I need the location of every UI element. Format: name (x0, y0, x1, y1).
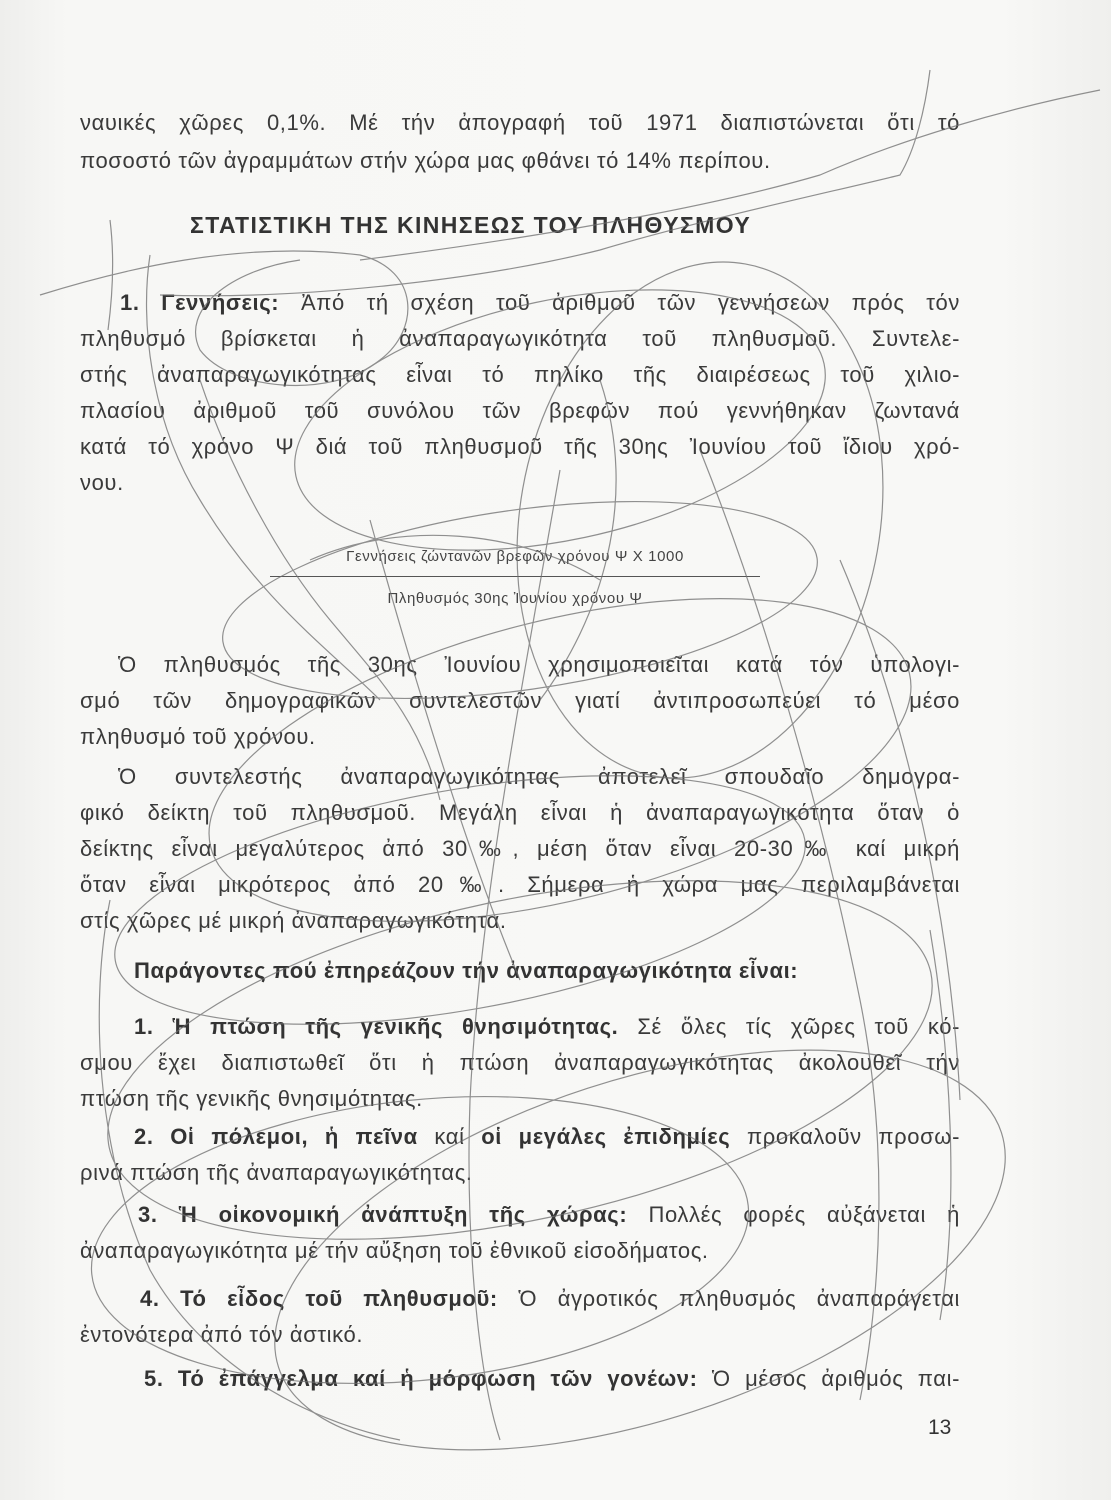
births-line-1-text: Ἀπό τή σχέση τοῦ ἀριθμοῦ τῶν γεννήσεων πρός τόν (279, 290, 960, 315)
factors-heading: Παράγοντες πού ἐπηρεάζουν τήν ἀναπαραγωγικότητα εἶναι: (134, 958, 799, 983)
factor-1-label: 1. Ἡ πτώση τῆς γενικῆς θνησιμότητας. (134, 1014, 619, 1039)
factor-2-mid: καί (417, 1124, 482, 1149)
factor-4-text: Ὁ ἀγροτικός πληθυσμός ἀναπαράγεται (497, 1286, 961, 1311)
fertility-line-2: φικό δείκτη τοῦ πληθυσμοῦ. Μεγάλη εἶναι ἡ ἀναπαραγωγικότητα ὅταν ὁ (80, 800, 960, 825)
population-line-2: σμό τῶν δημογραφικῶν συντελεστῶν γιατί ἀντιπροσωπεύει τό μέσο (80, 688, 960, 713)
factor-3-text: Πολλές φορές αὐξάνεται ἡ (627, 1202, 961, 1227)
intro-line-1: ναυικές χῶρες 0,1%. Μέ τήν ἀπογραφή τοῦ 1971 διαπιστώνεται ὅτι τό (80, 110, 960, 135)
factor-4-label: 4. Τό εἶδος τοῦ πληθυσμοῦ: (140, 1286, 498, 1311)
formula-denominator: Πληθυσμός 30ης Ἰουνίου χρόνου Ψ (387, 590, 643, 607)
factor-2-text: προκαλοῦν προσω- (730, 1124, 961, 1149)
factor-1-line-2: σμου ἔχει διαπιστωθεῖ ὅτι ἡ πτώση ἀναπαραγωγικότητας ἀκολουθεῖ τήν (80, 1050, 960, 1075)
fertility-line-4: ὅταν εἶναι μικρότερος ἀπό 20‰. Σήμερα ἡ χώρα μας περιλαμβάνεται (80, 872, 960, 897)
population-line-1: Ὁ πληθυσμός τῆς 30ης Ἰουνίου χρησιμοποιεῖται κατά τόν ὑπολογι- (118, 652, 960, 677)
factor-1-line-3: πτώση τῆς γενικῆς θνησιμότητας. (80, 1086, 423, 1111)
factor-2-label: 2. Οἱ πόλεμοι, ἡ πεῖνα (134, 1124, 418, 1149)
factor-3-line-2: ἀναπαραγωγικότητα μέ τήν αὔξηση τοῦ ἐθνικοῦ εἰσοδήματος. (80, 1238, 709, 1263)
factor-5-label: 5. Τό ἐπάγγελμα καί ἡ μόρφωση τῶν γονέων: (144, 1366, 698, 1391)
factor-1-text: Σέ ὅλες τίς χῶρες τοῦ κό- (618, 1014, 960, 1039)
factor-2-line-2: ρινά πτώση τῆς ἀναπαραγωγικότητας. (80, 1160, 473, 1185)
section-heading: ΣΤΑΤΙΣΤΙΚΗ ΤΗΣ ΚΙΝΗΣΕΩΣ ΤΟΥ ΠΛΗΘΥΣΜΟΥ (190, 212, 752, 238)
births-line-6: νου. (80, 470, 124, 495)
births-line-2: πληθυσμό βρίσκεται ἡ ἀναπαραγωγικότητα τοῦ πληθυσμοῦ. Συντελε- (80, 326, 960, 351)
factor-4-line-2: ἐντονότερα ἀπό τόν ἀστικό. (80, 1322, 364, 1347)
page-number: 13 (928, 1416, 952, 1439)
intro-line-2: ποσοστό τῶν ἀγραμμάτων στήν χώρα μας φθάνει τό 14% περίπου. (80, 148, 771, 173)
births-line-3: στής ἀναπαραγωγικότητας εἶναι τό πηλίκο τῆς διαιρέσεως τοῦ χιλιο- (80, 362, 960, 387)
fertility-line-3: δείκτης εἶναι μεγαλύτερος ἀπό 30‰, μέση ὅταν εἶναι 20-30‰ καί μικρή (80, 836, 960, 861)
factor-5-text: Ὁ μέσος ἀριθμός παι- (697, 1366, 961, 1391)
formula-numerator: Γεννήσεις ζώντανῶν βρεφῶν χρόνου Ψ Χ 1000 (346, 548, 684, 565)
fertility-line-5: στίς χῶρες μέ μικρή ἀναπαραγωγικότητα. (80, 908, 507, 933)
population-line-3: πληθυσμό τοῦ χρόνου. (80, 724, 316, 749)
fertility-line-1: Ὁ συντελεστής ἀναπαραγωγικότητας ἀποτελεῖ σπουδαῖο δημογρα- (118, 764, 960, 789)
factor-3-label: 3. Ἡ οἰκονομική ἀνάπτυξη τῆς χώρας: (138, 1202, 628, 1227)
factor-2-label-2: οἱ μεγάλες ἐπιδημίες (481, 1124, 731, 1149)
births-line-4: πλασίου ἀριθμοῦ τοῦ συνόλου τῶν βρεφῶν πού γεννήθηκαν ζωντανά (80, 398, 960, 423)
births-line-5: κατά τό χρόνο Ψ διά τοῦ πληθυσμοῦ τῆς 30ης Ἰουνίου τοῦ ἴδιου χρό- (80, 434, 960, 459)
births-label: 1. Γεννήσεις: (120, 290, 280, 315)
